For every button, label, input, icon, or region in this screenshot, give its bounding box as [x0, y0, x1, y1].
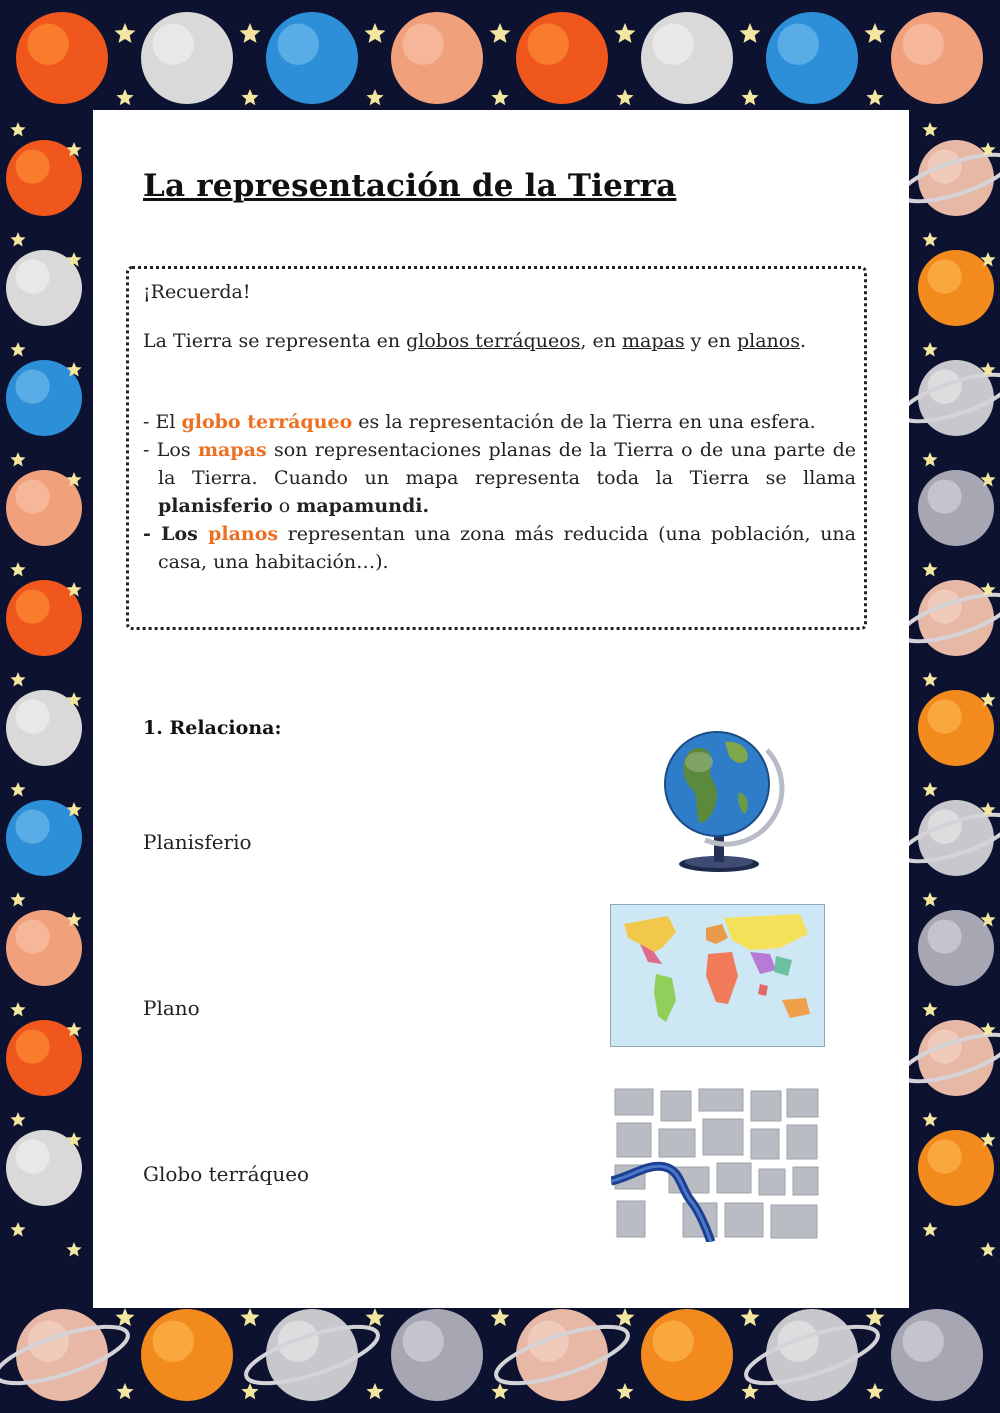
intro-sep1: , en	[580, 330, 623, 352]
star-icon	[491, 89, 508, 105]
star-icon	[10, 122, 25, 137]
intro-pre: La Tierra se representa en	[143, 330, 407, 352]
star-icon	[10, 342, 25, 357]
term-mapas: mapas	[622, 330, 685, 352]
world-map-image[interactable]	[610, 904, 825, 1047]
term-globos: globos terráqueos	[406, 330, 581, 352]
star-icon	[10, 1112, 25, 1127]
star-icon	[616, 89, 633, 105]
remember-heading: ¡Recuerda!	[143, 281, 251, 303]
star-icon	[10, 1222, 25, 1237]
definition-list	[143, 408, 856, 576]
star-icon	[922, 782, 937, 797]
star-icon	[365, 23, 386, 43]
planet-icon	[918, 1130, 994, 1206]
star-icon	[741, 1383, 758, 1399]
planet-icon	[641, 1309, 733, 1401]
star-icon	[922, 1112, 937, 1127]
star-icon	[922, 1222, 937, 1237]
definition-globe	[143, 408, 856, 436]
star-icon	[66, 1242, 81, 1257]
star-icon	[241, 1383, 258, 1399]
star-icon	[366, 1308, 385, 1326]
star-icon	[980, 1242, 995, 1257]
star-icon	[115, 23, 136, 43]
intro-paragraph	[143, 327, 856, 355]
star-icon	[866, 1308, 885, 1326]
star-icon	[116, 1308, 135, 1326]
planet-icon	[891, 1309, 983, 1401]
bullet-text: son representaciones planas de la Tierra o de una parte de la Tierra. Cuando un mapa representa toda la Tierra se llama	[158, 439, 856, 489]
star-icon	[240, 23, 261, 43]
planet-icon	[240, 1309, 383, 1401]
star-icon	[866, 1383, 883, 1399]
keyword-mapamundi: mapamundi.	[296, 495, 430, 517]
bullet-text: o	[272, 495, 297, 517]
planet-icon	[266, 12, 358, 104]
star-icon	[10, 782, 25, 797]
planet-icon	[918, 250, 994, 326]
planet-icon	[918, 690, 994, 766]
star-icon	[116, 1383, 133, 1399]
star-icon	[616, 1383, 633, 1399]
definition-maps	[143, 436, 856, 520]
star-icon	[922, 672, 937, 687]
star-icon	[922, 892, 937, 907]
planet-icon	[766, 12, 858, 104]
star-icon	[922, 452, 937, 467]
planet-icon	[141, 1309, 233, 1401]
match-word-planisferio[interactable]: Planisferio	[143, 830, 252, 854]
star-icon	[615, 23, 636, 43]
star-icon	[10, 672, 25, 687]
keyword-mapas: mapas	[197, 439, 267, 461]
planet-icon	[391, 12, 483, 104]
planet-icon	[740, 1309, 883, 1401]
keyword-planos: planos	[208, 523, 279, 545]
star-icon	[116, 89, 133, 105]
exercise-label: 1. Relaciona:	[143, 717, 282, 739]
star-icon	[865, 23, 886, 43]
bullet-lead: - El	[143, 411, 182, 433]
intro-end: .	[799, 330, 806, 352]
planet-icon	[141, 12, 233, 104]
planet-icon	[391, 1309, 483, 1401]
planet-icon	[0, 1309, 134, 1401]
bullet-lead: - Los	[143, 439, 198, 461]
term-planos: planos	[736, 330, 800, 352]
planet-icon	[490, 1309, 633, 1401]
street-plan-image[interactable]	[611, 1085, 822, 1242]
star-icon	[616, 1308, 635, 1326]
star-icon	[922, 562, 937, 577]
match-word-plano[interactable]: Plano	[143, 996, 200, 1020]
star-icon	[922, 232, 937, 247]
bullet-lead: - Los	[143, 523, 209, 545]
star-icon	[741, 1308, 760, 1326]
planet-icon	[516, 12, 608, 104]
keyword-globo: globo terráqueo	[181, 411, 353, 433]
planet-icon	[918, 470, 994, 546]
page-title: La representación de la Tierra	[143, 168, 677, 204]
planet-icon	[891, 12, 983, 104]
keyword-planisferio: planisferio	[158, 495, 273, 517]
star-icon	[10, 452, 25, 467]
star-icon	[10, 562, 25, 577]
star-icon	[366, 89, 383, 105]
star-icon	[922, 122, 937, 137]
star-icon	[491, 1308, 510, 1326]
intro-sep2: y en	[684, 330, 737, 352]
definition-plans	[143, 520, 856, 576]
star-icon	[366, 1383, 383, 1399]
star-icon	[10, 232, 25, 247]
star-icon	[241, 1308, 260, 1326]
star-icon	[741, 89, 758, 105]
star-icon	[491, 1383, 508, 1399]
star-icon	[922, 342, 937, 357]
star-icon	[241, 89, 258, 105]
planet-icon	[16, 12, 108, 104]
planet-icon	[918, 910, 994, 986]
star-icon	[10, 1002, 25, 1017]
star-icon	[922, 1002, 937, 1017]
bullet-text: representan una zona más reducida (una población, una casa, una habitación…).	[158, 523, 856, 573]
star-icon	[740, 23, 761, 43]
bullet-text: es la representación de la Tierra en una esfera.	[352, 411, 816, 433]
globe-image[interactable]	[655, 722, 785, 874]
star-icon	[490, 23, 511, 43]
star-icon	[866, 89, 883, 105]
match-word-globo[interactable]: Globo terráqueo	[143, 1162, 310, 1186]
planet-icon	[641, 12, 733, 104]
star-icon	[10, 892, 25, 907]
